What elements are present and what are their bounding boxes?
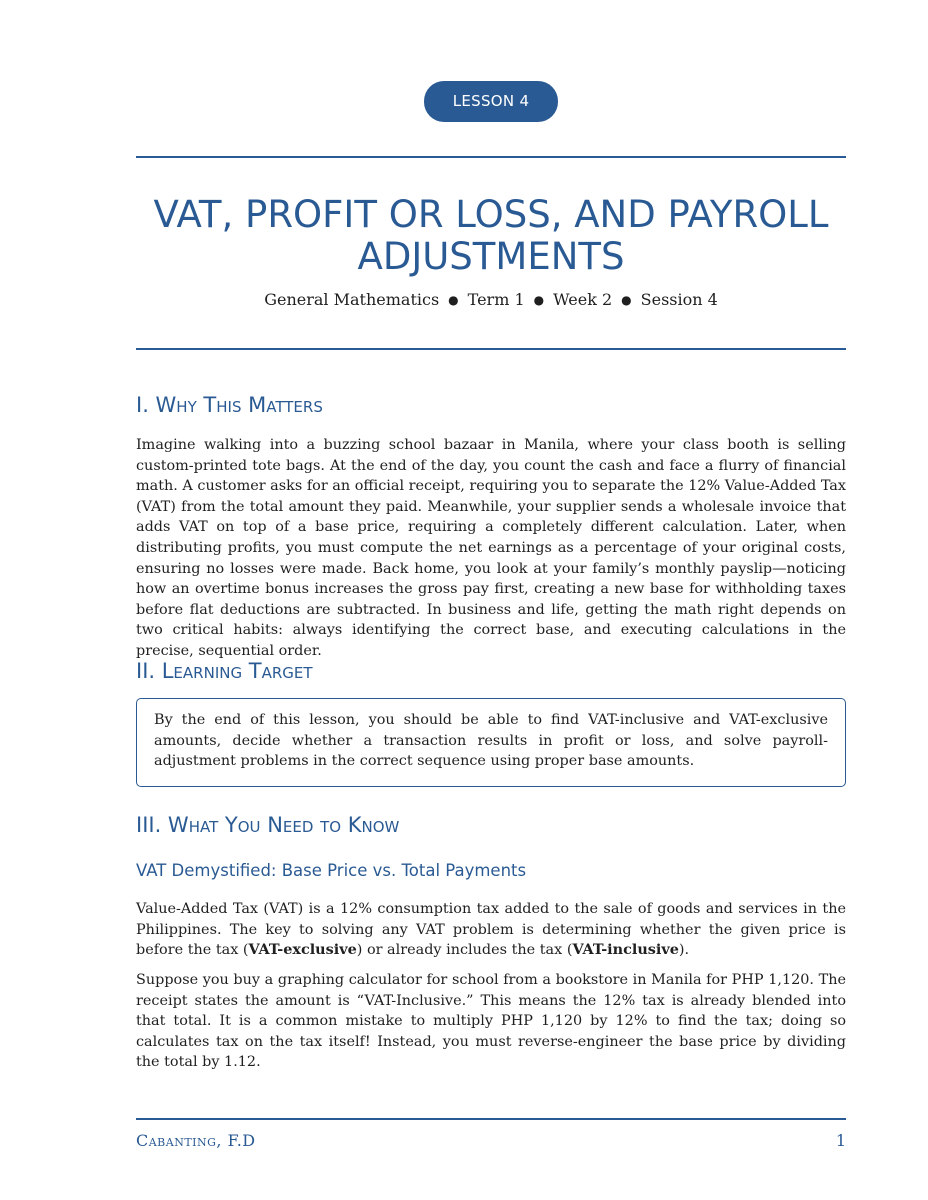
section-heading-why: I. Why This Matters [136, 393, 323, 417]
vat-p1-text-d: ). [678, 942, 690, 959]
lesson-badge: LESSON 4 [424, 81, 558, 122]
title-line-1: VAT, PROFIT OR LOSS, AND PAYROLL [153, 193, 829, 236]
header-bottom-rule [136, 348, 846, 350]
meta-separator: ● [621, 293, 632, 307]
vat-inclusive-term: VAT-inclusive [572, 941, 679, 959]
vat-exclusive-term: VAT-exclusive [248, 941, 357, 959]
meta-separator: ● [448, 293, 459, 307]
title-line-2: ADJUSTMENTS [357, 235, 625, 278]
footer-author: Cabanting, F.D [136, 1131, 256, 1150]
meta-session: Session 4 [640, 290, 718, 309]
page-title [136, 194, 846, 278]
meta-subject: General Mathematics [264, 290, 440, 309]
footer-rule [136, 1118, 846, 1120]
meta-separator: ● [533, 293, 545, 307]
page-number: 1 [835, 1131, 846, 1150]
vat-p1-text-c: ) or already includes the tax ( [356, 942, 573, 959]
subsection-heading-vat: VAT Demystified: Base Price vs. Total Payments [136, 861, 527, 880]
section-body-why: Imagine walking into a buzzing school bazaar in Manila, where your class booth is selling custom-printed tote bags. At the end of the day, you count the cash and face a flurry of financial math. A customer asks for an official receipt, requiring you to separate the 12% Value-Added Tax (VAT) from the total amount they paid. Meanwhile, your supplier sends a wholesale invoice that adds VAT on top of a base price, requiring a completely different calculation. Later, when distributing profits, you must compute the net earnings as a percentage of your original costs, ensuring no losses were made. Back home, you look at your family’s monthly payslip—noticing how an overtime bonus increases the gross pay first, creating a new base for withholding taxes before flat deductions are subtracted. In business and life, getting the math right depends on two critical habits: always identifying the correct base, and executing calculations in the precise, sequential order. [136, 437, 846, 659]
vat-paragraph-1 [136, 899, 846, 961]
learning-target-box [136, 698, 846, 787]
lesson-meta [136, 290, 846, 309]
section-heading-target: II. Learning Target [136, 659, 313, 683]
top-rule [136, 156, 846, 158]
meta-week: Week 2 [553, 290, 613, 309]
lesson-badge-wrapper [136, 81, 846, 122]
meta-term: Term 1 [467, 290, 525, 309]
vat-paragraph-2: Suppose you buy a graphing calculator for school from a bookstore in Manila for PHP 1,120. The receipt states the amount is “VAT-Inclusive.” This means the 12% tax is already blended into that total. It is a common mistake to multiply PHP 1,120 by 12% to find the tax; doing so calculates tax on the tax itself! Instead, you must reverse-engineer the base price by dividing the total by 1.12. [136, 972, 846, 1071]
vat-p1-text-a: Value-Added Tax (VAT) is a 12% consumption tax added to the sale of goods and services in the Philippines. The key to solving any VAT problem is determining whether the given price is before the tax ( [136, 901, 846, 959]
learning-target-text: By the end of this lesson, you should be able to find VAT-inclusive and VAT-exclusive amounts, decide whether a transaction results in profit or loss, and solve payroll-adjustment problems in the correct sequence using proper base amounts. [154, 712, 828, 770]
section-heading-know: III. What You Need to Know [136, 813, 400, 837]
